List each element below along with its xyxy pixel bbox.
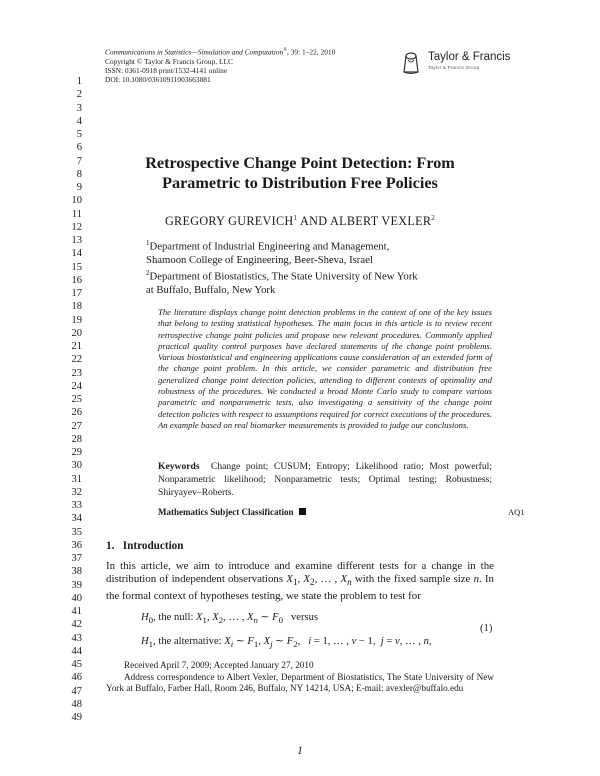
line-number: 22: [71, 354, 82, 366]
line-number: 23: [71, 367, 82, 379]
line-number: 34: [71, 513, 82, 525]
intro-paragraph: In this article, we aim to introduce and examine different tests for a change in the distribution of independent observations $X_1$, $X_2$, … , $X_n$ with the fixed sample size n. In the formal context of hypotheses testing, we state the problem to test for: [106, 560, 495, 602]
line-number: 8: [76, 168, 82, 180]
title-line-1: Retrospective Change Point Detection: From: [145, 154, 455, 172]
line-number: 49: [71, 712, 82, 723]
keywords-label: Keywords: [158, 461, 200, 472]
author-list: GREGORY GUREVICH$^1$ AND ALBERT VEXLER$^2$: [164, 214, 436, 229]
title-line-2: Parametric to Distribution Free Policies: [162, 174, 438, 192]
line-number: 36: [71, 539, 82, 551]
line-number: 42: [71, 619, 82, 631]
line-number: 37: [71, 553, 82, 564]
line-number: 18: [71, 301, 82, 313]
issn-line: ISSN: 0361-0918 print/1532-4141 online: [105, 65, 228, 75]
line-number: 15: [71, 261, 82, 273]
doi-line: DOI: 10.1080/03610911003663881: [105, 75, 211, 85]
affiliations: $^1$Department of Industrial Engineering and Management, Shamoon College of Engineering, Beer-Sheva, Israel $^2$Department of Biostatistics, The State University of New York at Buffalo, Buffalo, New York: [146, 237, 486, 297]
line-number: 40: [71, 592, 82, 604]
line-number: 24: [71, 380, 82, 392]
publisher-logo: [398, 48, 558, 78]
keywords: [158, 460, 492, 499]
placeholder-square-icon: [299, 508, 306, 515]
equation-h0: $H_0$, the null: $X_1$, $X_2$, … , $X_n$ ∼ $F_0$ versus: [141, 612, 319, 626]
line-number: 1: [76, 76, 82, 87]
line-number: 27: [71, 420, 82, 432]
line-number: 7: [76, 155, 82, 167]
journal-citation: Communications in Statistics—Simulation and Computation®, 39: 1–22, 2010: [105, 47, 336, 57]
line-number: 28: [71, 433, 82, 445]
line-number: 2: [76, 89, 82, 101]
line-number: 35: [71, 526, 82, 538]
line-number: 45: [71, 659, 82, 670]
copyright-line: Copyright © Taylor & Francis Group, LLC: [105, 56, 233, 66]
line-number: 14: [71, 248, 82, 260]
line-number: 13: [71, 235, 82, 246]
journal-info: [105, 46, 435, 84]
line-number: 3: [76, 102, 82, 114]
line-number: 20: [71, 327, 82, 339]
publisher-logo-icon: [398, 50, 424, 76]
page-number: 1: [297, 745, 303, 757]
equation-h1: $H_1$, the alternative: $X_i$ ∼ $F_1$, $X_j$ ∼ $F_2$, i = 1, … , ν − 1, j = ν, … , n,: [141, 636, 432, 650]
line-numbers: [56, 75, 82, 724]
line-number: 16: [71, 274, 82, 286]
publisher-name: Taylor & Francis: [428, 51, 511, 63]
line-number: 21: [71, 341, 82, 352]
line-number: 38: [71, 566, 82, 578]
line-number: 4: [76, 115, 82, 127]
line-number: 10: [71, 195, 82, 207]
line-number: 17: [71, 288, 82, 299]
paper-title: [110, 153, 490, 193]
line-number: 11: [71, 208, 82, 220]
equation-number: (1): [480, 623, 493, 634]
line-number: 44: [71, 645, 82, 657]
line-number: 33: [71, 500, 82, 511]
line-number: 31: [71, 473, 82, 485]
affiliation-1: $^1$Department of Industrial Engineering and Management,: [146, 239, 390, 253]
line-number: 46: [71, 672, 82, 684]
correspondence-address: Address correspondence to Albert Vexler, Department of Biostatistics, The State University of New York at Buffalo, Farber Hall, Room 246, Buffalo, NY 14214, USA; E-mail: avexler@buffalo.edu: [106, 671, 494, 694]
line-number: 5: [76, 129, 82, 140]
received-dates: Received April 7, 2009; Accepted January 27, 2010: [124, 660, 314, 670]
line-number: 30: [71, 460, 82, 472]
line-number: 26: [71, 407, 82, 419]
msc-line: Mathematics Subject Classification: [158, 507, 306, 517]
line-number: 25: [71, 394, 82, 405]
line-number: 6: [76, 142, 82, 154]
line-number: 48: [71, 698, 82, 710]
author-query-marker: AQ1: [508, 507, 525, 517]
line-number: 9: [76, 182, 82, 193]
line-number: 29: [71, 447, 82, 458]
line-number: 19: [71, 314, 82, 326]
line-number: 43: [71, 632, 82, 644]
line-number: 39: [71, 579, 82, 591]
footnote: [106, 660, 494, 695]
line-number: 12: [71, 221, 82, 233]
keywords-text: Change point; CUSUM; Entropy; Likelihood ratio; Most powerful; Nonparametric likelihood; Nonparametric tests; Optimal testing; Robustness; Shiryayev–Roberts.: [158, 461, 493, 498]
line-number: 41: [71, 606, 82, 617]
publisher-tagline: Taylor & Francis Group: [428, 65, 480, 70]
affiliation-2: $^2$Department of Biostatistics, The State University of New York: [146, 269, 418, 283]
section-heading: 1. Introduction: [106, 540, 184, 552]
line-number: 32: [71, 486, 82, 498]
line-number: 47: [71, 685, 82, 697]
abstract: The literature displays change point detection problems in the context of one of the key issues that belong to testing statistical hypotheses. The main focus in this article is to review recent retrospective change point policies and propose new relevant procedures. Commonly applied practical quality control purposes have declared statements of the change point problems. Various biostatistical and engineering applications cause consideration of an extended form of the change point problem. In this article, we consider parametric and distribution free generalized change point detection policies, attending to different contexts of optimality and robustness of the procedures. We conducted a broad Monte Carlo study to compare various parametric and nonparametric tests, also investigating a sensitivity of the change point detection policies with respect to assumptions required for correct executions of the procedures. An example based on real biomarker measurements is provided to judge our conclusions.: [158, 307, 492, 430]
